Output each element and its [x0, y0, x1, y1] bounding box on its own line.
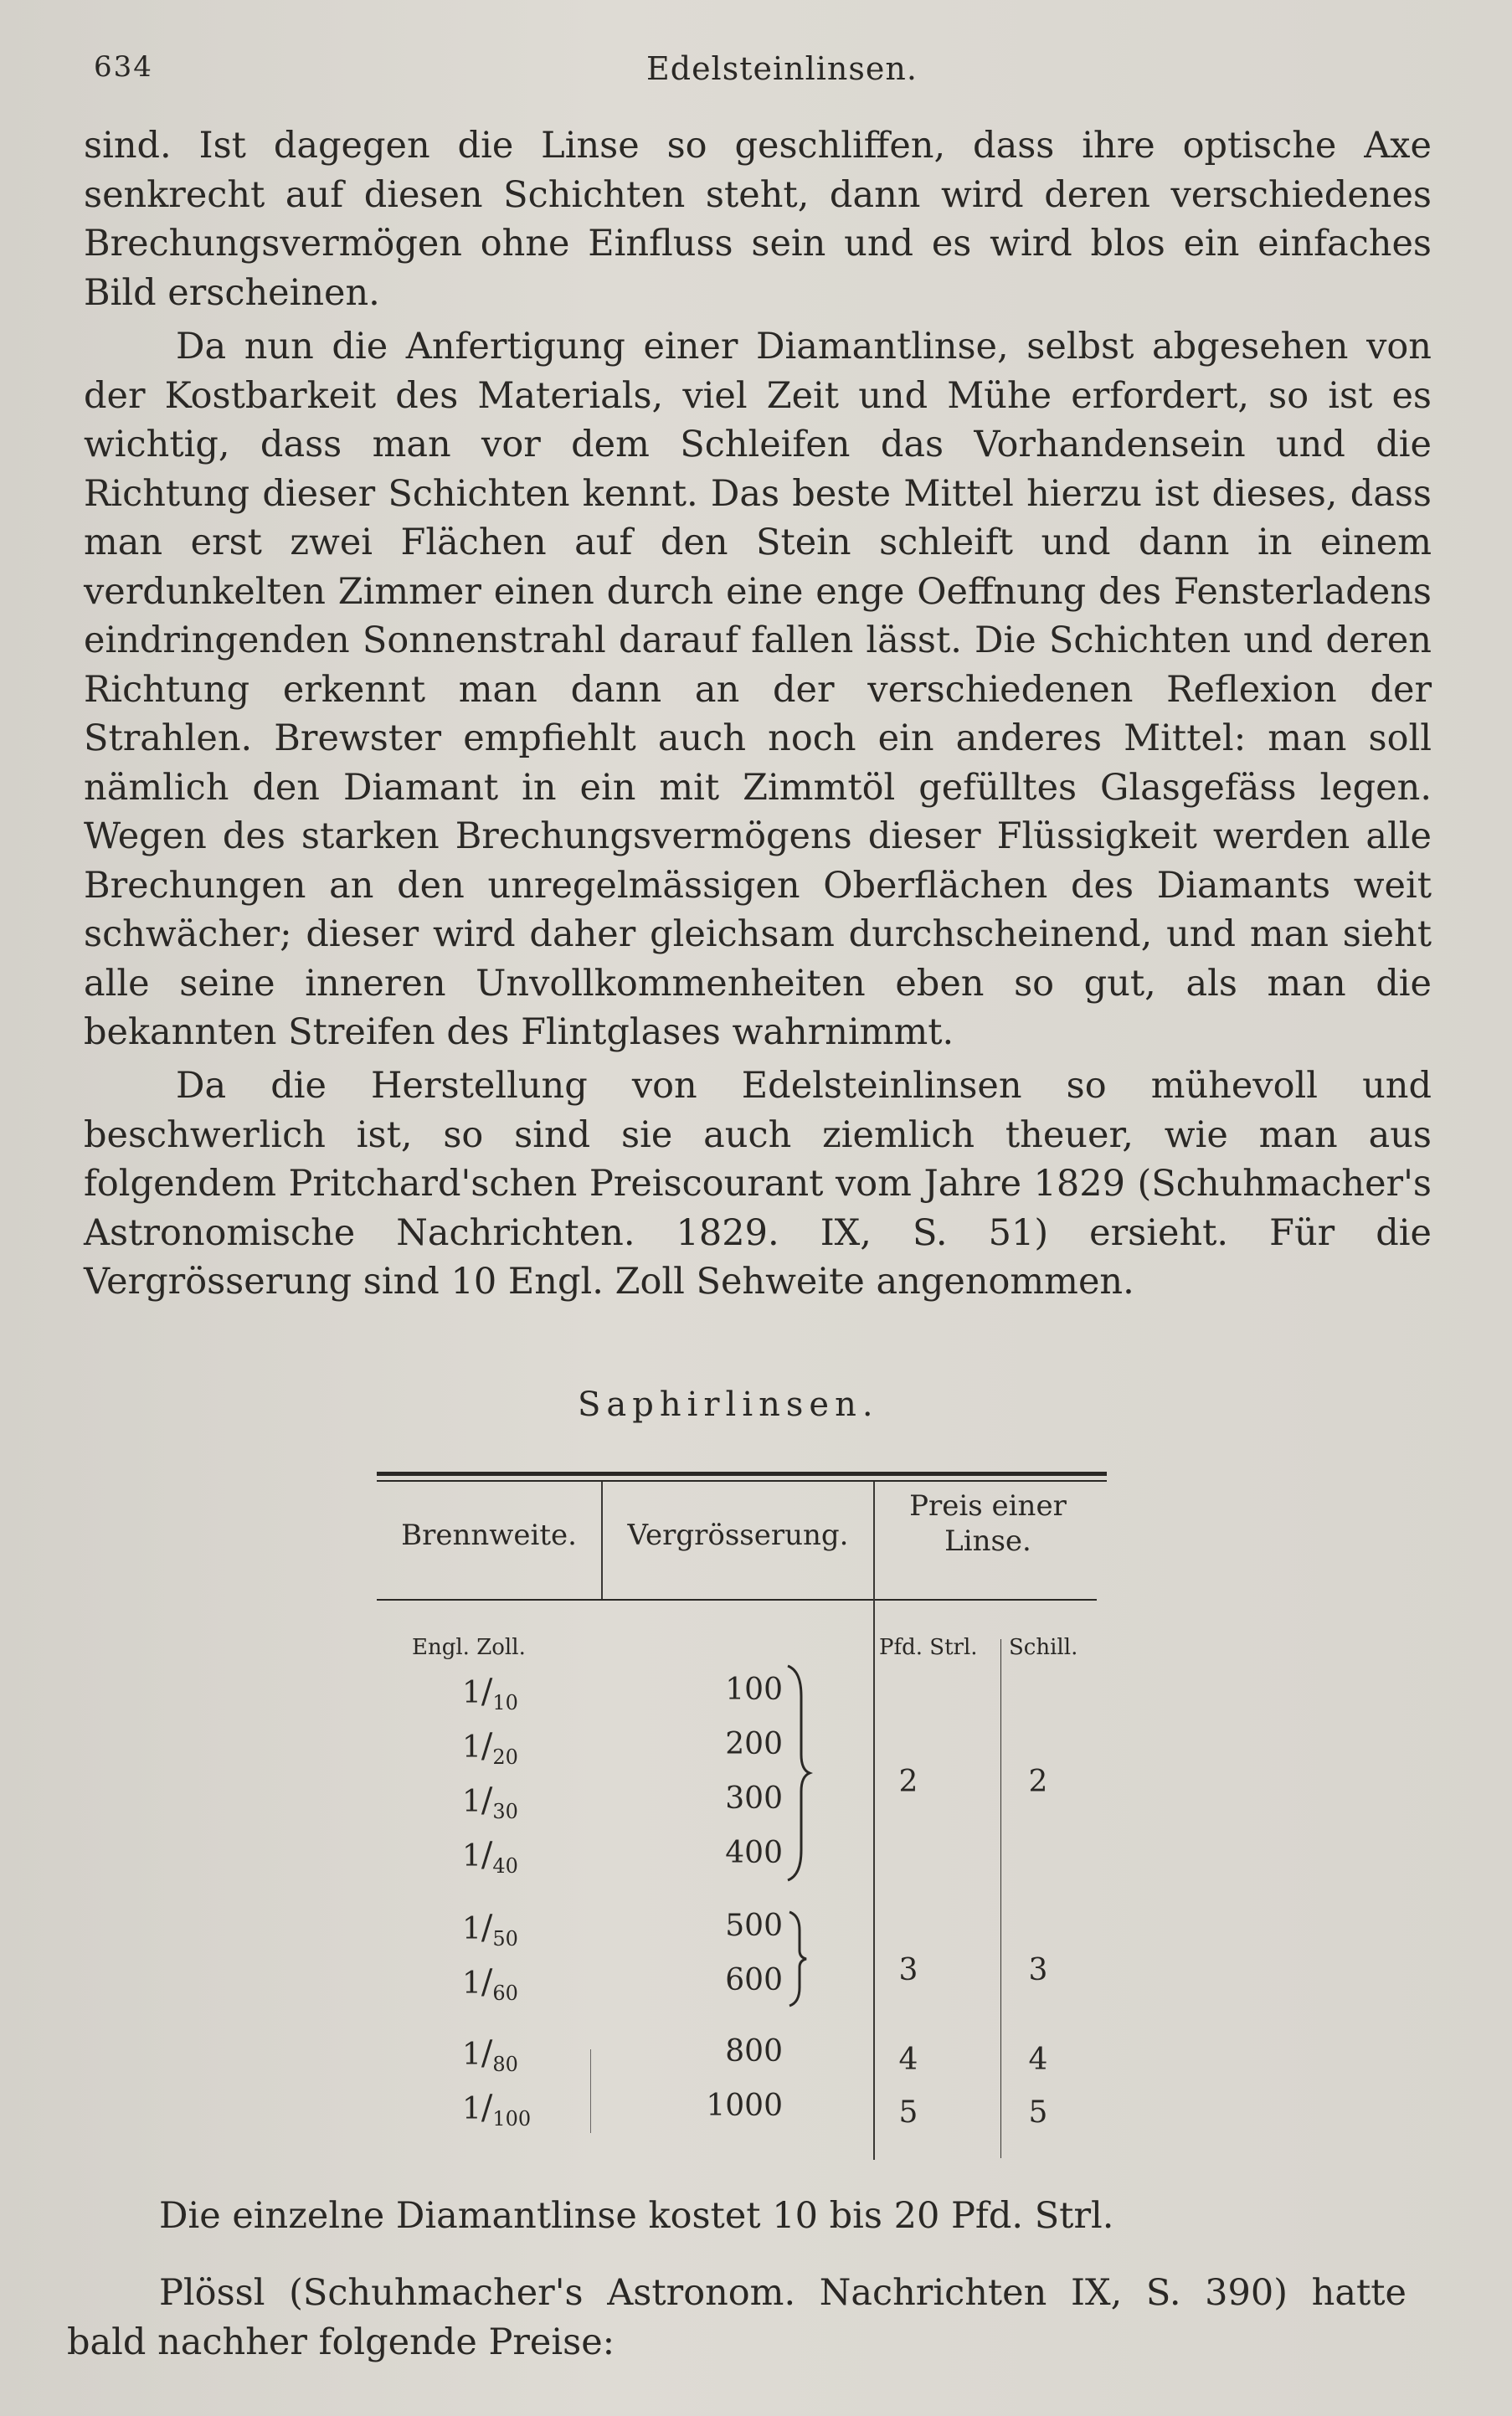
- table-row-magnification: 600: [725, 1963, 783, 1997]
- table-row-magnification: 100: [725, 1673, 783, 1707]
- paragraph-2: Da nun die Anfertigung einer Diamantlinse, selbst abgesehen von der Kostbarkeit des Materials, viel Zeit und Mühe erfordert, so ist es wichtig, dass man vor dem Schleifen das Vorhandensein und die Richtung dieser Schichten kennt. Das beste Mittel hierzu ist dieses, dass man erst zwei Flächen auf den Stein schleift und dann in einem verdunkelten Zimmer einen durch eine enge Oeffnung des Fensterladens eindringenden Sonnenstrahl darauf fallen lässt. Die Schichten und deren Richtung erkennt man dann an der verschiedenen Reflexion der Strahlen. Brewster empfiehlt auch noch ein anderes Mittel: man soll nämlich den Diamant in ein mit Zimmtöl gefülltes Glasgefäss legen. Wegen des starken Brechungsvermögens dieser Flüssigkeit werden alle Brechungen an den unregelmässigen Oberflächen des Diamants weit schwächer; dieser wird daher gleichsam durchscheinend, und man sieht alle seine inneren Unvollkommenheiten eben so gut, als man die bekannten Streifen des Flintglases wahrnimmt.: [84, 326, 1432, 1053]
- table-header-rule: [377, 1599, 1097, 1601]
- table-row-focal: $1/_{60}$: [462, 1963, 518, 2005]
- header-focal-length: Brennweite.: [401, 1519, 577, 1552]
- table-top-rule: [377, 1472, 1107, 1476]
- paragraph-1: sind. Ist dagegen die Linse so geschliffen, dass ihre optische Axe senkrecht auf diesen Schichten steht, dann wird deren verschiedenes Brechungsvermögen ohne Einfluss sein und es wird blos ein einfaches Bild erscheinen.: [84, 125, 1432, 314]
- header-price: [875, 1488, 1101, 1559]
- grouping-brace: [783, 1909, 816, 2009]
- table-row-focal: $1/_{100}$: [462, 2089, 532, 2131]
- table-row-magnification: 400: [725, 1836, 783, 1870]
- price-shillings: 5: [1028, 2095, 1048, 2130]
- table-row-magnification: 300: [725, 1781, 783, 1816]
- table-row-focal: $1/_{20}$: [462, 1727, 518, 1769]
- table-title: Saphirlinsen.: [578, 1385, 879, 1424]
- table-row-magnification: 800: [725, 2034, 783, 2069]
- price-pounds: 4: [898, 2043, 918, 2077]
- price-shillings: 3: [1028, 1953, 1048, 1987]
- paragraph-diamond-price: Die einzelne Diamantlinse kostet 10 bis 20 Pfd. Strl.: [159, 2195, 1114, 2237]
- subheader-shillings: Schill.: [1009, 1635, 1078, 1660]
- running-head: Edelsteinlinsen.: [646, 50, 918, 87]
- table-row-magnification: 500: [725, 1909, 783, 1943]
- page-header: [94, 50, 1512, 100]
- table-row-focal: $1/_{50}$: [462, 1909, 518, 1951]
- price-pounds: 2: [898, 1765, 918, 1799]
- price-pounds: 3: [898, 1953, 918, 1987]
- paragraph-3: Da die Herstellung von Edelsteinlinsen so mühevoll und beschwerlich ist, so sind sie auch ziemlich theuer, wie man aus folgendem Pritchard'schen Preiscourant vom Jahre 1829 (Schuhmacher's Astronomische Nachrichten. 1829. IX, S. 51) ersieht. Für die Vergrösserung sind 10 Engl. Zoll Sehweite angenommen.: [84, 1065, 1432, 1303]
- table-top-rule-thin: [377, 1480, 1107, 1482]
- page-number: 634: [94, 50, 153, 84]
- table-row-focal: $1/_{80}$: [462, 2034, 518, 2076]
- subheader-focal-unit: Engl. Zoll.: [412, 1635, 526, 1660]
- price-table: [377, 1472, 1105, 2158]
- table-row-focal: $1/_{30}$: [462, 1781, 518, 1823]
- header-price-line1: Preis einer: [909, 1489, 1067, 1523]
- header-price-line2: Linse.: [944, 1524, 1031, 1558]
- column-divider: [590, 2049, 591, 2133]
- subheader-pounds: Pfd. Strl.: [879, 1635, 978, 1660]
- column-divider: [1000, 1639, 1001, 2158]
- column-divider: [873, 1482, 875, 2160]
- header-magnification: Vergrösserung.: [627, 1519, 849, 1552]
- price-shillings: 2: [1028, 1765, 1048, 1799]
- table-row-focal: $1/_{10}$: [462, 1673, 518, 1714]
- table-row-magnification: 200: [725, 1727, 783, 1761]
- table-row-focal: $1/_{40}$: [462, 1836, 518, 1878]
- price-pounds: 5: [898, 2095, 918, 2130]
- table-row-magnification: 1000: [706, 2089, 783, 2123]
- paragraph-ploessl: Plössl (Schuhmacher's Astronom. Nachrichten IX, S. 390) hatte bald nachher folgende Preise:: [67, 2272, 1407, 2363]
- price-shillings: 4: [1028, 2043, 1048, 2077]
- grouping-brace: [783, 1663, 816, 1884]
